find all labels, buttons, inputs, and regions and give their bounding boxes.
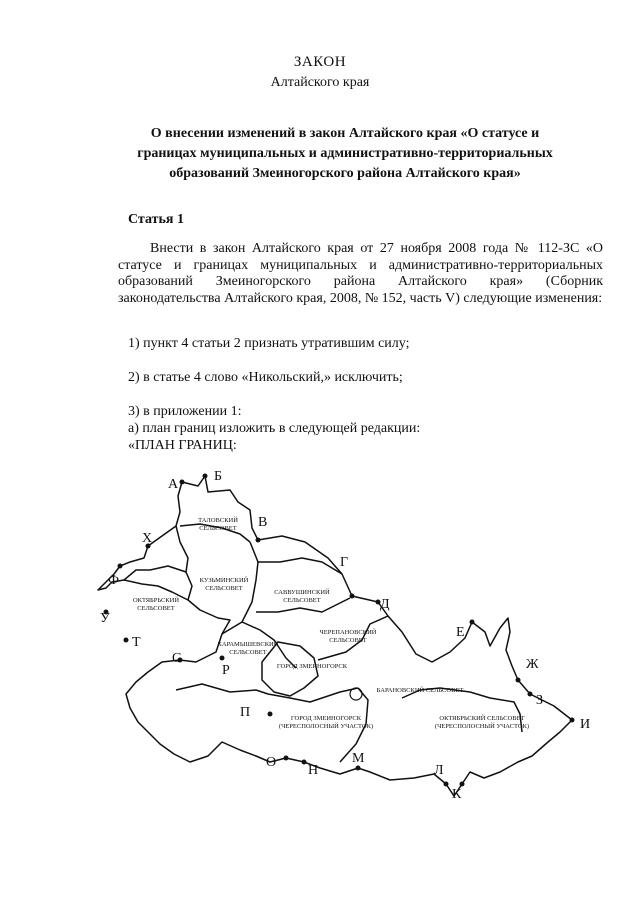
region-label-line: КУЗЬМИНСКИЙ	[199, 577, 249, 584]
region-label-line: ГОРОД ЗМЕИНОГОРСК	[290, 715, 362, 722]
body-paragraph	[118, 241, 603, 307]
region-label-line: СЕЛЬСОВЕТ	[137, 605, 175, 612]
point-label-o: О	[266, 755, 277, 770]
point-label-p: П	[240, 705, 251, 720]
point-marker	[203, 474, 208, 479]
point-marker	[470, 620, 475, 625]
region-label-line: СЕЛЬСОВЕТ	[229, 649, 267, 656]
list-item: а) план границ изложить в следующей редакции:	[128, 421, 421, 436]
body-text: Внести в закон Алтайского края от 27 ноября 2008 года № 112-ЗС «О статусе и границах муниципальных и административно-территориальных образований Змеиногорского района Алтайского края» (Сборник законодательства Алтайского края, 2008, № 152, часть V) следующие изменения:	[118, 241, 603, 306]
point-marker	[256, 538, 261, 543]
region-label	[133, 596, 179, 612]
region-label-line: СЕЛЬСОВЕТ	[199, 525, 237, 532]
region-label-line: ГОРОД ЗМЕИНОГОРСК	[276, 663, 348, 670]
region-label-line: ТАЛОВСКИЙ	[198, 517, 238, 524]
point-label-zh: Ж	[526, 657, 539, 672]
point-label-z: З	[536, 693, 544, 708]
point-marker	[220, 656, 225, 661]
city-enclave	[350, 688, 362, 700]
point-label-i: И	[580, 717, 591, 732]
point-marker	[516, 678, 521, 683]
point-label-n: Н	[308, 763, 319, 778]
region-label	[279, 715, 373, 730]
point-label-r: Р	[222, 663, 230, 678]
point-label-k: К	[452, 787, 462, 802]
point-marker	[570, 718, 575, 723]
point-marker	[350, 594, 355, 599]
region-label-line: САВВУШИНСКИЙ	[274, 589, 330, 596]
law-title	[100, 124, 590, 184]
point-label-m: М	[352, 751, 365, 766]
region-label	[200, 576, 249, 592]
point-label-e: Е	[456, 625, 465, 640]
point-label-d: Д	[380, 597, 390, 612]
point-marker	[180, 480, 185, 485]
point-marker	[444, 782, 449, 787]
region-label-line: ЧЕРЕПАНОВСКИЙ	[319, 629, 377, 636]
region-label-line: (ЧЕРЕСПОЛОСНЫЙ УЧАСТОК)	[278, 723, 374, 730]
point-marker	[284, 756, 289, 761]
boundary-south-strip	[176, 684, 358, 702]
law-region: Алтайского края	[270, 75, 370, 90]
point-marker	[124, 638, 129, 643]
article-heading: Статья 1	[128, 212, 184, 227]
point-label-u: У	[100, 611, 110, 626]
list-item: 2) в статье 4 слово «Никольский,» исключить;	[128, 370, 403, 385]
list-item: 1) пункт 4 статьи 2 признать утратившим силу;	[128, 336, 410, 351]
region-label-line: (ЧЕРЕСПОЛОСНЫЙ УЧАСТОК)	[434, 723, 530, 730]
region-label-line: БАРАНОВСКИЙ СЕЛЬСОВЕТ	[376, 687, 464, 694]
region-label-line: СЕЛЬСОВЕТ	[283, 597, 321, 604]
title-line: образований Змеиногорского района Алтайского края»	[169, 166, 521, 181]
boundary-plan-map	[90, 462, 610, 802]
point-marker	[118, 564, 123, 569]
point-marker	[528, 692, 533, 697]
point-label-v: В	[258, 515, 268, 530]
region-label	[277, 663, 348, 670]
point-marker	[302, 760, 307, 765]
region-label	[274, 588, 330, 604]
point-label-b: Б	[214, 469, 223, 484]
district-outer-boundary	[98, 476, 572, 796]
region-label	[377, 686, 464, 694]
point-label-f: Ф	[108, 573, 120, 588]
law-heading: ЗАКОН	[293, 54, 347, 70]
title-line: О внесении изменений в закон Алтайского края «О статусе и	[150, 126, 540, 141]
point-marker	[268, 712, 273, 717]
point-label-kh: Х	[142, 531, 153, 546]
point-label-g: Г	[340, 555, 349, 570]
point-label-s: С	[172, 651, 182, 666]
point-label-l: Л	[434, 763, 444, 778]
list-item: «ПЛАН ГРАНИЦ:	[128, 438, 237, 453]
region-label-line: СЕЛЬСОВЕТ	[205, 585, 243, 592]
region-label	[320, 628, 377, 644]
title-line: границах муниципальных и административно-территориальных	[137, 146, 553, 161]
point-marker	[356, 766, 361, 771]
point-marker	[460, 782, 465, 787]
region-label-line: ОКТЯБРЬСКИЙ	[132, 597, 180, 604]
region-label-line: ОКТЯБРЬСКИЙ СЕЛЬСОВЕТ	[439, 715, 525, 722]
region-label-line: СЕЛЬСОВЕТ	[329, 637, 367, 644]
region-label	[435, 714, 529, 730]
point-label-a: А	[168, 477, 179, 492]
point-label-t: Т	[132, 635, 141, 650]
list-item: 3) в приложении 1:	[128, 404, 242, 419]
region-label-line: КАРАМЫШЕВСКИЙ	[217, 641, 279, 648]
boundary-kuzminsky-west	[176, 526, 188, 572]
